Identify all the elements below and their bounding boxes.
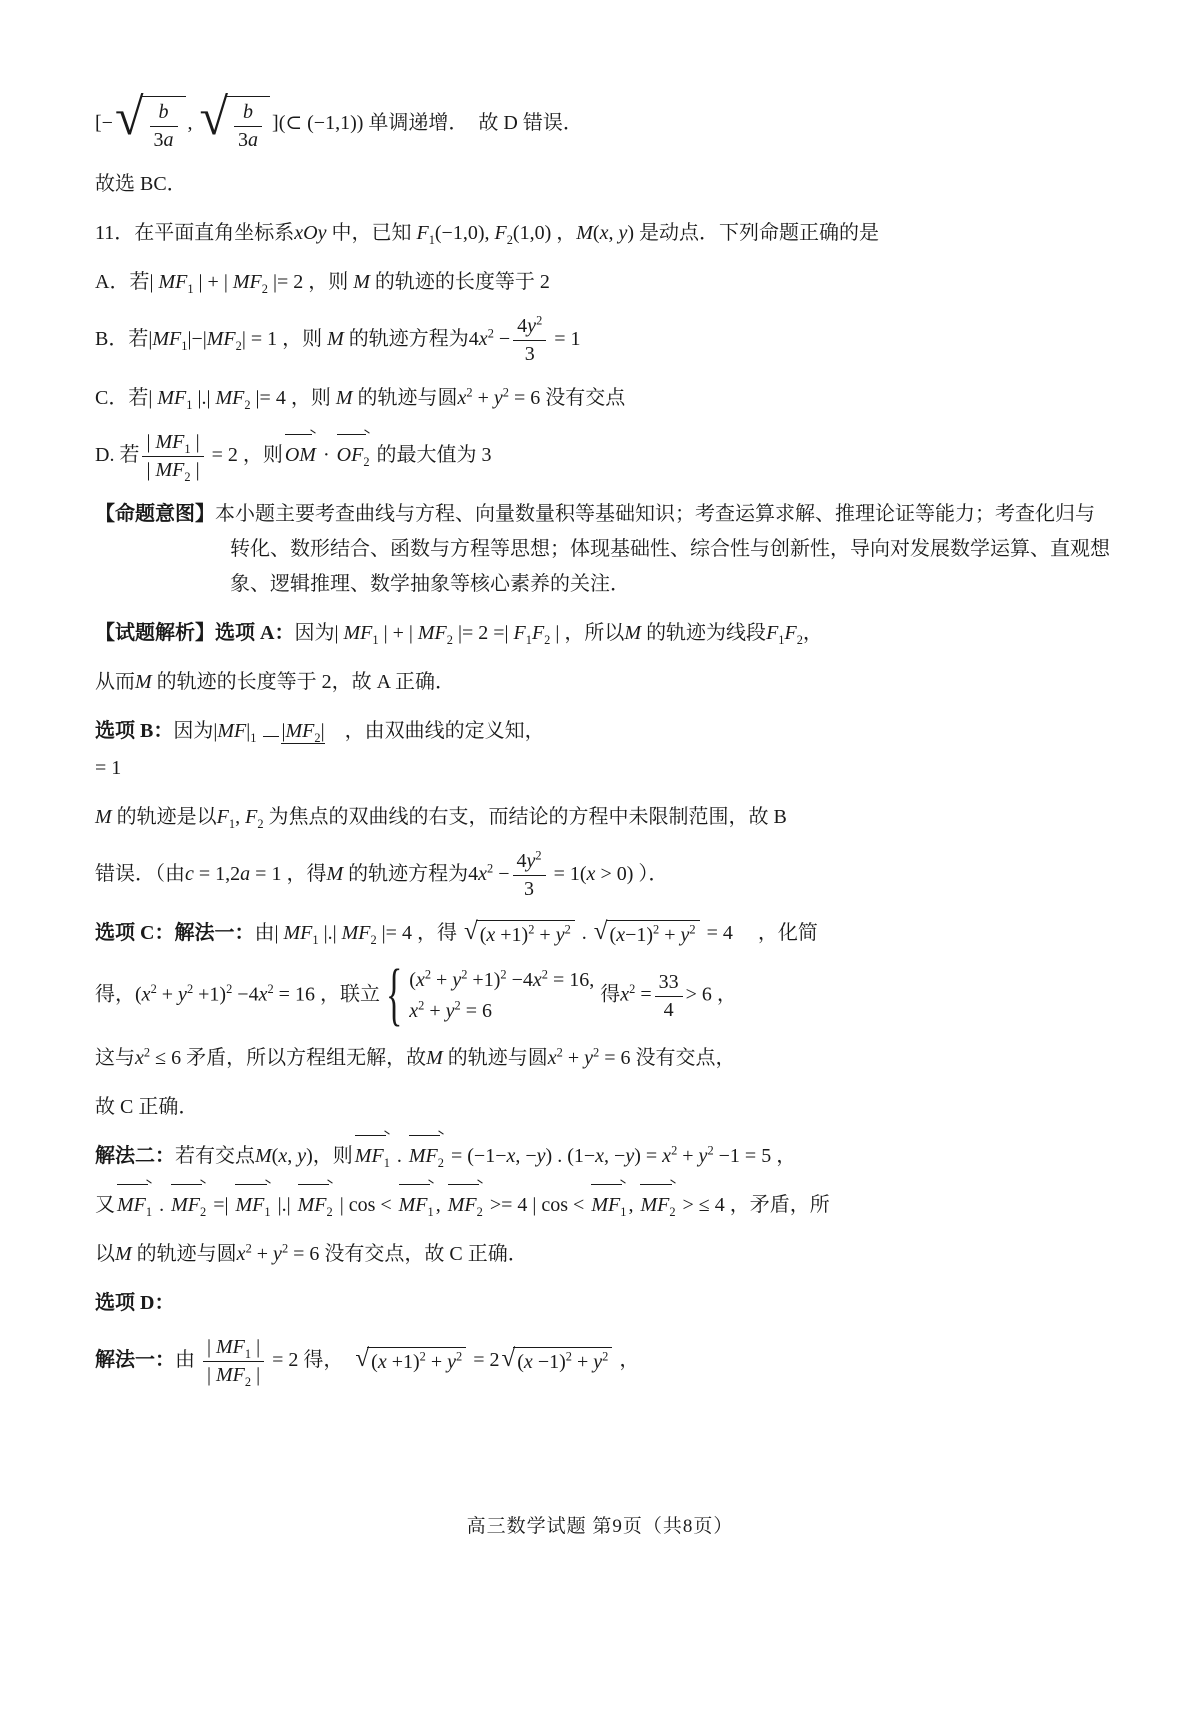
page-footer: 高三数学试题 第9页（共8页） <box>466 1516 734 1537</box>
analysis-option-c-line4: 故 C 正确． <box>95 1096 199 1118</box>
option-b: B．若$|MF_1|-|MF_2| = 1$ ，则 M 的轨迹方程为$4x^2$ − $\frac{4y^2}{3}$ = 1 <box>95 313 581 365</box>
analysis-option-a-line2: 从而M 的轨迹的长度等于 2，故 A 正确． <box>95 671 456 693</box>
analysis-option-d-line1: 解法一：由 $\frac{| MF_1 |}{| MF_2 |}$ = 2 得， √ $(x +1)^2 + y^2$ = 2 √ $(x -1)^2 + y^2$ ， <box>95 1336 640 1389</box>
analysis-option-c-line2: 得，$(x^2 + y^2 +1)^2 -4x^2 = 16$ ，联立 { $(x^2 + y^2 +1)^2 -4x^2 = 16$, $x^2 + y^2 = 6$ 得$x^2$ = $\frac{33}{4}$ > 6 ， <box>95 957 737 1034</box>
analysis-option-c-line3: 这与$x^2 \le 6$ 矛盾，所以方程组无解，故M 的轨迹与圆$x^2 + y^2 = 6$ 没有交点， <box>95 1045 736 1069</box>
prev-answer-line: 故选 BC． <box>95 173 187 195</box>
intent-paragraph: 【命题意图】本小题主要考查曲线与方程、向量数量积等基础知识；考查运算求解、推理论证等能力；考查化归与转化、数形结合、函数与方程等思想；体现基础性、综合性与创新性，导向对发展数学运算、直观想象、逻辑推理、数学抽象等核心素养的关注． <box>95 503 1110 595</box>
analysis-option-b-line1: 选项 B：因为$|MF|_1$ $|MF_2|$ ，由双曲线的定义知， <box>95 720 545 745</box>
analysis-method2-line3: 以M 的轨迹与圆$x^2 + y^2 = 6$ 没有交点，故 C 正确． <box>95 1241 528 1265</box>
analysis-method2-line1: 解法二：若有交点M(x, y)，则 $MF_1$ . $MF_2 = (-1-x$, −y) . (1−x, $-y) = x^2 + y^2 -1 = 5$ ， <box>95 1139 1112 1174</box>
option-c: C．若| $MF_1$ |.| $MF_2$ |= 4 ，则 M 的轨迹与圆$x^2 + y^2 = 6$ 没有交点 <box>95 385 626 412</box>
analysis-option-d-label: 选项 D： <box>95 1292 175 1314</box>
option-a: A．若| $MF_1$ | + | $MF_2$ |= 2 ，则 M 的轨迹的长度等于 2 <box>95 271 550 296</box>
prev-solution-formula-line: [− √ $\frac{b}{3a}$ , √ $\frac{b}{3a}$ ](⊂ (−1,1)) 单调递增． 故 D 错误． <box>95 89 583 151</box>
analysis-method2-line2: 又 $MF_1$ . $MF_2$ =| $MF_1$ |.| $MF_2$ | $\cos < MF_1$ , $MF_2 >= 4$ | $\cos < MF_1$ , $MF_2$ > ≤ 4 ，矛盾，所 <box>95 1188 1112 1223</box>
analysis-option-b-line2: M 的轨迹是以$F_1$, $F_2$ 为焦点的双曲线的右支，而结论的方程中未限制范围，故 B <box>95 806 787 831</box>
analysis-option-a-line1: 【试题解析】选项 A：因为| $MF_1$ | + | $MF_2$ |= 2 =| $F_1F_2$ | ，所以M 的轨迹为线段$F_1F_2$， <box>95 622 823 647</box>
analysis-option-c-line1: 选项 C：解法一：由| $MF_1$ |.| $MF_2$ |= 4 ，得 √ $(x +1)^2 + y^2$ . √ $(x-1)^2 + y^2$ = 4 ，化简 <box>95 917 818 947</box>
option-d: D. 若 $\frac{| MF_1 |}{| MF_2 |}$ = 2 ，则 OM · $OF_2$ 的最大值为 3 <box>95 431 492 484</box>
analysis-option-b-equation: = 1 <box>95 757 122 779</box>
analysis-option-b-line3: 错误．（由c = 1,2a = 1 ，得M 的轨迹方程为$4x^2$ − $\frac{4y^2}{3}$ = 1(x > 0) ）． <box>95 848 669 900</box>
question-11-stem: 11．在平面直角坐标系xOy 中，已知 $F_1(-1,0)$, $F_2(1,0)$ ，M(x, y) 是动点．下列命题正确的是 <box>95 222 880 247</box>
